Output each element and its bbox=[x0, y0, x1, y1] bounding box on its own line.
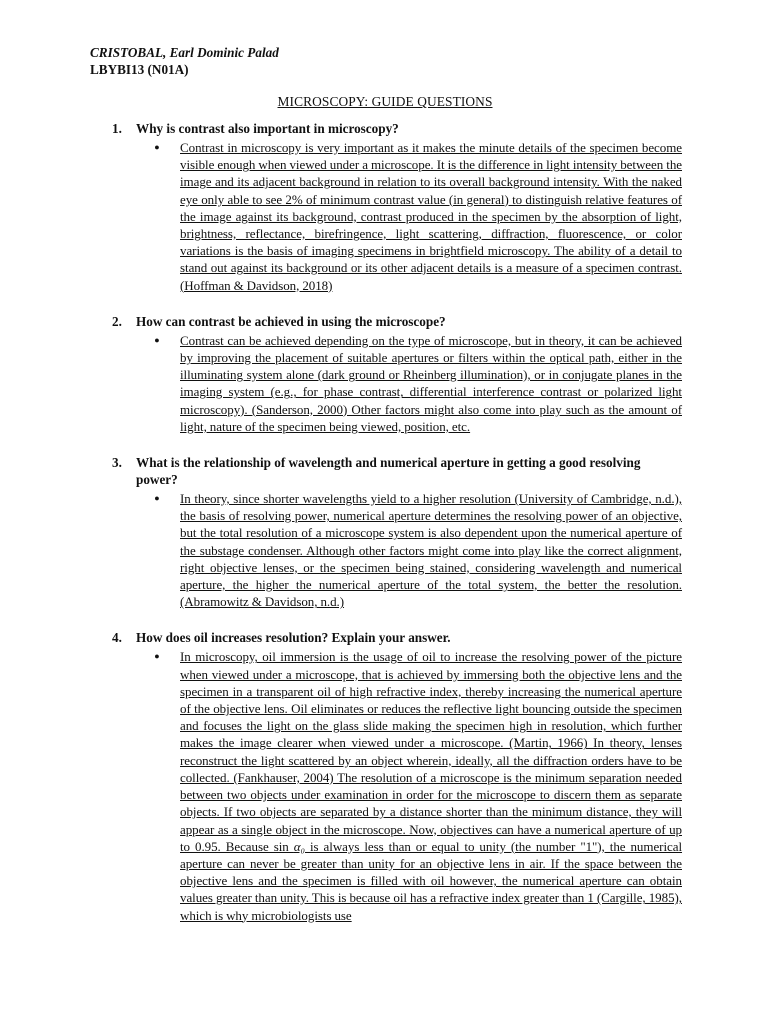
alpha-symbol: α₀ bbox=[293, 838, 305, 854]
bullet-icon: ● bbox=[154, 142, 160, 152]
bullet-icon: ● bbox=[154, 334, 160, 345]
answer-text-part-1: In microscopy, oil immersion is the usage of oil to increase the resolving power of the picture when viewed under a microscope, that is achieved by immersing both the objective lens and the specimen in a transparent oil of high refractive index, thereby increasing the numerical aperture of the objective lens. Oil eliminates or reduces the reflective light bouncing outside the specimen and focuses the light on the glass slide making the specimen high in resolution, which further makes the image clearer when viewed under a microscope. (Martin, 1966) In theory, lenses reconstruct the light scattered by an object wherein, ideally, all the diffraction orders have to be collected. (Fankhauser, 2004) The resolution of a microscope is the minimum separation needed between two objects under examination in order for the microscope to discern them as separate objects. If two objects are separated by a distance shorter than the minimum distance, they will appear as a single object in the microscope. Now, objectives can have a numerical aperture of up to 0.95. Because sin bbox=[180, 649, 682, 854]
question-item-4 bbox=[90, 629, 682, 923]
answer-block bbox=[90, 139, 682, 294]
question-item-2 bbox=[90, 313, 682, 435]
answer-text: In theory, since shorter wavelengths yield to a higher resolution (University of Cambridge, n.d.), the basis of resolving power, numerical aperture determines the resolving power of an objective, but the total resolution of a microscope system is also dependent upon the numerical aperture of the substage condenser. Although other factors might come into play like the correct alignment, right objective lenses, or the specimen being stained, considering wavelength and numerical aperture, the higher the numerical aperture of the total system, the better the resolution. (Abramowitz & Davidson, n.d.) bbox=[180, 491, 682, 610]
question-number: 4. bbox=[112, 630, 122, 646]
answer-text: Contrast can be achieved depending on the type of microscope, but in theory, it can be achieved by improving the placement of suitable apertures or filters within the optical path, either in the illuminating system alone (dark ground or Rheinberg illumination), or in conjugate planes in the imaging system (e.g., for phase contrast, differential interference contrast or polarized light microscopy). (Sanderson, 2000) Other factors might also come into play such as the amount of light, nature of the specimen being viewed, position, etc. bbox=[180, 332, 682, 434]
question-heading bbox=[90, 313, 682, 330]
question-list bbox=[90, 120, 682, 943]
question-item-1 bbox=[90, 120, 682, 294]
question-heading bbox=[90, 629, 682, 646]
answer-block bbox=[90, 648, 682, 923]
question-number: 1. bbox=[112, 121, 122, 136]
question-item-3 bbox=[90, 454, 682, 610]
question-text: How does oil increases resolution? Explain your answer. bbox=[136, 630, 451, 646]
answer-text-part-2: is always less than or equal to unity (the number "1"), the numerical aperture can never be greater than unity for an objective lens in air. If the space between the objective lens and the specimen is filled with oil however, the numerical aperture can obtain values greater than unity. This is because oil has a refractive index greater than 1 (Cargille, 1985), which is why microbiologists use bbox=[180, 838, 683, 923]
question-text: Why is contrast also important in microscopy? bbox=[136, 121, 399, 136]
document-title: MICROSCOPY: GUIDE QUESTIONS bbox=[277, 94, 493, 109]
question-heading bbox=[90, 454, 682, 488]
bullet-icon: ● bbox=[154, 493, 160, 504]
question-number: 3. bbox=[112, 455, 122, 471]
answer-block bbox=[90, 490, 682, 610]
answer-text: Contrast in microscopy is very important as it makes the minute details of the specimen become visible enough when viewed under a microscope. It is the difference in light intensity between the image and its adjacent background in relation to its overall background intensity. With the naked eye only able to see 2% of minimum contrast value (in general) to distinguish relative features of the image against its background, contrast produced in the specimen by the absorption of light, brightness, reflectance, birefringence, light scattering, diffraction, fluorescence, or color variations is the basis of imaging specimens in brightfield microscopy. The ability of a detail to stand out against its background or its other adjacent details is a measure of a specimen contrast. (Hoffman & Davidson, 2018) bbox=[180, 140, 682, 293]
question-text: What is the relationship of wavelength and numerical aperture in getting a good resolving power? bbox=[136, 455, 641, 488]
course-code: LBYBI13 (N01A) bbox=[90, 62, 189, 77]
answer-block bbox=[90, 332, 682, 435]
answer-text bbox=[180, 648, 682, 923]
question-heading bbox=[90, 120, 682, 137]
question-number: 2. bbox=[112, 313, 122, 329]
author-name: CRISTOBAL, Earl Dominic Palad bbox=[90, 45, 279, 60]
bullet-icon: ● bbox=[154, 651, 160, 662]
question-text: How can contrast be achieved in using the microscope? bbox=[136, 313, 446, 329]
document-header bbox=[90, 44, 279, 78]
